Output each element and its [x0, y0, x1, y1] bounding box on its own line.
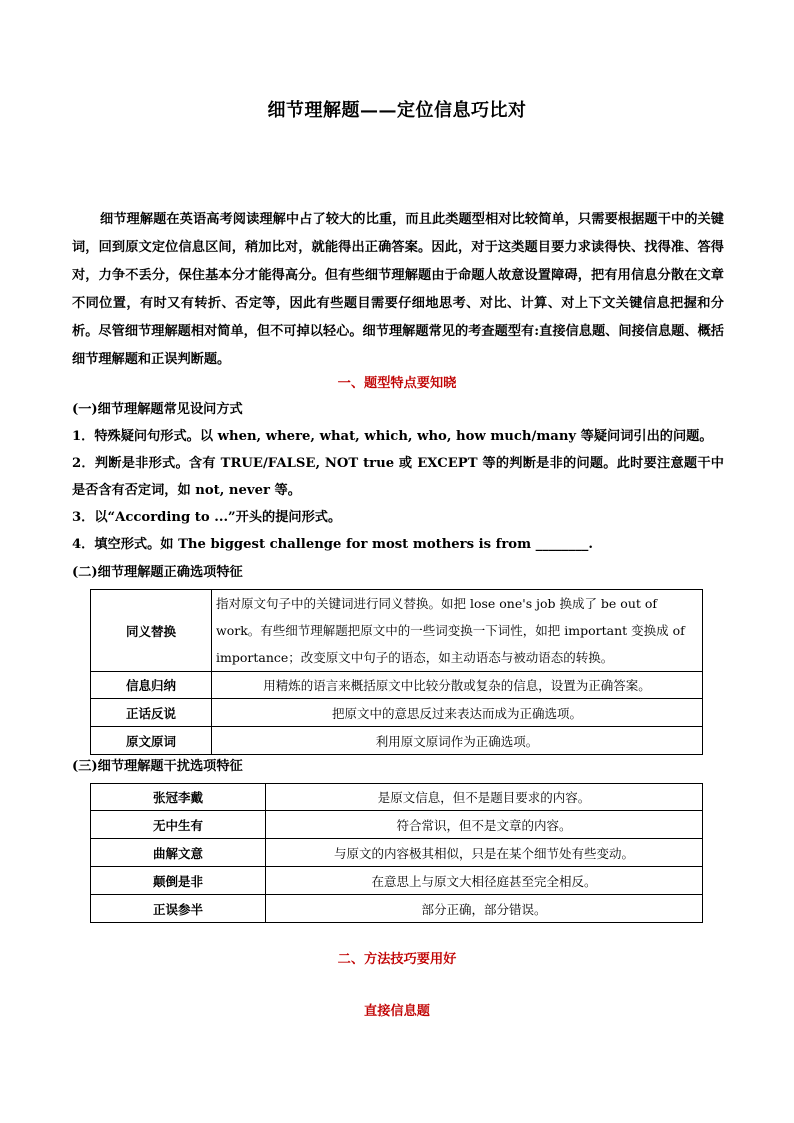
table-cell-value: 指对原文句子中的关键词进行同义替换。如把 lose one's job 换成了 be out of work。有些细节理解题把原文中的一些词变换一下词性，如把 important 变换成 of importance；改变原文中句子的语态，如主动语态与被动语态的转换。 — [212, 590, 703, 672]
table-row — [91, 867, 703, 895]
table-row — [91, 811, 703, 839]
table-cell-key: 张冠李戴 — [91, 784, 266, 811]
table-cell-value: 在意思上与原文大相径庭甚至完全相反。 — [266, 867, 703, 895]
table-cell-key: 信息归纳 — [91, 672, 212, 699]
table-cell-value: 把原文中的意思反过来表达而成为正确选项。 — [212, 699, 703, 727]
table-row — [91, 590, 703, 672]
section-heading-3: 直接信息题 — [364, 1004, 430, 1019]
table-cell-value: 是原文信息，但不是题目要求的内容。 — [266, 784, 703, 811]
list-item: 3．以“According to ...”开头的提问形式。 — [72, 510, 342, 525]
table-cell-value: 用精炼的语言来概括原文中比较分散或复杂的信息，设置为正确答案。 — [212, 672, 703, 699]
table-cell-key: 颠倒是非 — [91, 867, 266, 895]
table-row — [91, 784, 703, 811]
subheading-distractor-options: (三)细节理解题干扰选项特征 — [72, 759, 243, 774]
table-cell-key: 原文原词 — [91, 727, 212, 755]
table-cell-key: 正误参半 — [91, 895, 266, 923]
table-cell-value: 符合常识，但不是文章的内容。 — [266, 811, 703, 839]
list-item: 4．填空形式。如 The biggest challenge for most mothers is from ________. — [72, 537, 593, 552]
page-title: 细节理解题——定位信息巧比对 — [267, 100, 527, 121]
list-item: 1．特殊疑问句形式。以 when, where, what, which, who, how much/many 等疑问词引出的问题。 — [72, 429, 713, 444]
table-cell-key: 无中生有 — [91, 811, 266, 839]
table-cell-value: 利用原文原词作为正确选项。 — [212, 727, 703, 755]
list-item: 2．判断是非形式。含有 TRUE/FALSE, NOT true 或 EXCEPT 等的判断是非的问题。此时要注意题干中是否含有否定词，如 not, never 等。 — [72, 456, 724, 498]
table-cell-key: 正话反说 — [91, 699, 212, 727]
correct-options-table — [90, 589, 703, 755]
table-cell-key: 同义替换 — [91, 590, 212, 672]
subheading-question-forms: (一)细节理解题常见设问方式 — [72, 402, 243, 417]
table-cell-value: 与原文的内容极其相似，只是在某个细节处有些变动。 — [266, 839, 703, 867]
section-heading-2: 二、方法技巧要用好 — [337, 952, 457, 967]
subheading-correct-options: (二)细节理解题正确选项特征 — [72, 565, 243, 580]
table-cell-key: 曲解文意 — [91, 839, 266, 867]
table-row — [91, 699, 703, 727]
table-row — [91, 672, 703, 699]
distractor-options-table — [90, 783, 703, 923]
intro-paragraph: 细节理解题在英语高考阅读理解中占了较大的比重，而且此类题型相对比较简单，只需要根据题干中的关键词，回到原文定位信息区间，稍加比对，就能得出正确答案。因此，对于这类题目要力求读得快、找得准、答得对，力争不丢分，保住基本分才能得高分。但有些细节理解题由于命题人故意设置障碍，把有用信息分散在文章不同位置，有时又有转折、否定等，因此有些题目需要仔细地思考、对比、计算、对上下文关键信息把握和分析。尽管细节理解题相对简单，但不可掉以轻心。细节理解题常见的考查题型有:直接信息题、间接信息题、概括细节理解题和正误判断题。 — [72, 212, 724, 367]
section-heading-1: 一、题型特点要知晓 — [337, 376, 457, 391]
table-row — [91, 895, 703, 923]
table-cell-value: 部分正确，部分错误。 — [266, 895, 703, 923]
table-row — [91, 839, 703, 867]
table-row — [91, 727, 703, 755]
